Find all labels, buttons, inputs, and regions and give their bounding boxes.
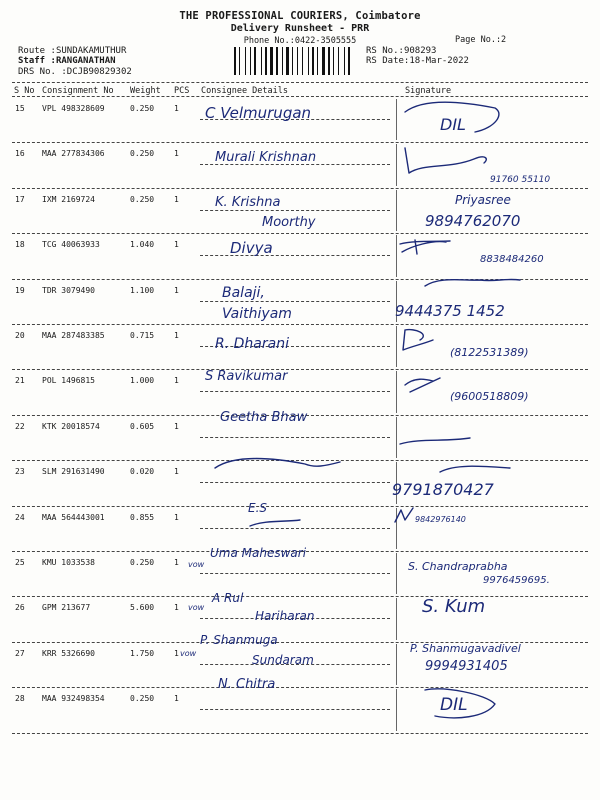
r21-signature-scribble	[405, 378, 440, 392]
row-consignment-no: GPM 213677	[42, 603, 91, 613]
col-consignment: Consignment No	[42, 86, 114, 96]
r20-signature-scribble	[403, 330, 433, 350]
row-consignment-no: TDR 3079490	[42, 285, 95, 295]
r27-name: P. Shanmuga	[200, 633, 278, 647]
row-pcs: 1	[174, 194, 179, 204]
r27-name2: Sundaram	[252, 653, 314, 667]
r16-sig-num: 91760 55110	[490, 175, 551, 185]
drs-label: DRS No. :	[18, 67, 67, 77]
r21-sig-num: (9600518809)	[450, 390, 529, 403]
rs-date-value: 18-Mar-2022	[409, 56, 469, 66]
r15-name: C Velmurugan	[205, 104, 312, 122]
r24-signature-scribble	[395, 508, 413, 522]
row-sno: 21	[15, 376, 25, 386]
row-sno: 24	[15, 512, 25, 522]
row-pcs: 1	[174, 648, 179, 658]
r23-signature-scribble	[440, 466, 510, 472]
row-consignment-no: TCG 40063933	[42, 240, 100, 250]
r20-sig-num: (8122531389)	[450, 346, 529, 359]
row-weight: 0.855	[130, 512, 155, 522]
row-sno: 22	[15, 421, 25, 431]
r23-sig-num: 9791870427	[392, 480, 494, 499]
r23-name-scribble	[215, 459, 340, 469]
phone-number: Phone No.:0422-3505555	[243, 36, 357, 46]
row-sno: 16	[15, 149, 25, 159]
row-consignment-no: MAA 932498354	[42, 694, 105, 704]
row-weight: 0.715	[130, 331, 155, 340]
staff-label: Staff :	[18, 56, 56, 66]
row-pcs: 1	[174, 512, 179, 522]
r18-name: Divya	[230, 239, 273, 257]
row-weight: 0.605	[130, 421, 155, 431]
col-sno: S No	[14, 86, 35, 96]
r19-name2: Vaithiyam	[222, 306, 292, 322]
r19-signature-scribble	[425, 279, 520, 286]
row-pcs: 1	[174, 285, 179, 295]
r18-signature-scribble	[400, 240, 450, 254]
row-weight: 1.000	[130, 376, 155, 386]
r28-name: N. Chitra	[218, 677, 276, 692]
r24-name-scribble	[250, 520, 300, 526]
r17-sig-num: 9894762070	[425, 212, 521, 230]
row-pcs: 1	[174, 331, 179, 340]
row-consignment-no: MAA 277834306	[42, 149, 105, 159]
row-pcs: 1	[174, 558, 179, 567]
row-pcs: 1	[174, 603, 179, 613]
row-consignment-no: IXM 2169724	[42, 194, 95, 204]
col-details: Consignee Details	[201, 86, 288, 96]
row-sno: 17	[15, 194, 25, 204]
rs-date-label: RS Date:	[366, 56, 410, 66]
r16-signature-scribble	[405, 148, 486, 173]
row-weight: 0.250	[130, 149, 155, 159]
r22-name: Geetha Bhaw	[220, 410, 308, 425]
r28-sig: DIL	[440, 695, 468, 715]
row-weight: 5.600	[130, 603, 155, 613]
r26-name2: Hariharan	[255, 609, 315, 623]
r24-name: E.S	[248, 501, 268, 515]
r17-name: K. Krishna	[215, 195, 281, 210]
row-sno: 28	[15, 694, 25, 704]
rs-no-label: RS No.:	[366, 46, 404, 56]
row-pcs: 1	[174, 694, 179, 704]
r19-sig-num: 9444375 1452	[395, 302, 505, 320]
r27-sig: P. Shanmugavadivel	[410, 642, 521, 655]
row-sno: 15	[15, 104, 25, 113]
row-consignment-no: MAA 287483385	[42, 331, 105, 340]
row-weight: 0.020	[130, 467, 155, 477]
r25-sig: S. Chandraprabha	[408, 560, 508, 573]
row-weight: 0.250	[130, 694, 155, 704]
route-value: SUNDAKAMUTHUR	[55, 46, 127, 56]
row-weight: 0.250	[130, 104, 155, 113]
drs-value: DCJB90829302	[66, 67, 132, 77]
row-weight: 1.100	[130, 285, 155, 295]
row-sno: 23	[15, 467, 25, 477]
row-consignment-no: SLM 291631490	[42, 467, 105, 477]
row-pcs: 1	[174, 240, 179, 250]
route-label: Route :	[18, 46, 56, 56]
r19-name: Balaji,	[222, 285, 265, 301]
runsheet-subtitle: Delivery Runsheet - PRR	[230, 23, 370, 34]
r25-name: Uma Maheswari	[210, 546, 307, 560]
r26-sig: S. Kum	[422, 596, 486, 617]
r18-sig-num: 8838484260	[480, 254, 544, 265]
r16-name: Murali Krishnan	[215, 150, 317, 165]
row-consignment-no: KMU 1033538	[42, 558, 95, 567]
staff-value: RANGANATHAN	[55, 56, 116, 66]
row-pcs: 1	[174, 467, 179, 477]
row-pcs: 1	[174, 421, 179, 431]
row-weight: 0.250	[130, 194, 155, 204]
r27-prefix: vow	[180, 649, 197, 658]
page-number: Page No.:2	[455, 35, 507, 45]
row-sno: 25	[15, 558, 25, 567]
row-sno: 19	[15, 285, 25, 295]
row-consignment-no: POL 1496815	[42, 376, 95, 386]
r25-prefix: vow	[188, 560, 205, 569]
col-weight: Weight	[130, 86, 161, 96]
r24-sig-num: 9842976140	[415, 515, 466, 524]
row-weight: 0.250	[130, 558, 155, 567]
company-title: THE PROFESSIONAL COURIERS, Coimbatore	[179, 10, 421, 22]
rs-no-value: 908293	[403, 46, 437, 56]
col-signature: Signature	[405, 86, 452, 96]
col-pcs: PCS	[174, 86, 190, 96]
row-consignment-no: KRR 5326690	[42, 648, 95, 658]
row-consignment-no: KTK 20018574	[42, 421, 100, 431]
r17-name2: Moorthy	[262, 215, 316, 230]
r22-signature-scribble	[400, 438, 470, 444]
row-consignment-no: VPL 498328609	[42, 104, 105, 113]
r17-sig: Priyasree	[455, 193, 511, 207]
row-weight: 1.750	[130, 648, 155, 658]
row-sno: 18	[15, 240, 25, 250]
r26-name: A Rul	[212, 591, 244, 605]
row-sno: 20	[15, 331, 25, 340]
r25-sig-num: 9976459695.	[483, 575, 550, 586]
r15-sig: DIL	[440, 115, 466, 134]
r26-prefix: vow	[188, 603, 205, 612]
row-pcs: 1	[174, 104, 179, 113]
r27-sig-num: 9994931405	[425, 659, 508, 674]
row-sno: 26	[15, 603, 25, 613]
row-sno: 27	[15, 648, 25, 658]
row-consignment-no: MAA 564443001	[42, 512, 105, 522]
row-pcs: 1	[174, 149, 179, 159]
r21-name: S Ravikumar	[205, 369, 288, 384]
row-pcs: 1	[174, 376, 179, 386]
r20-name: R. Dharani	[215, 336, 289, 352]
row-weight: 1.040	[130, 240, 155, 250]
